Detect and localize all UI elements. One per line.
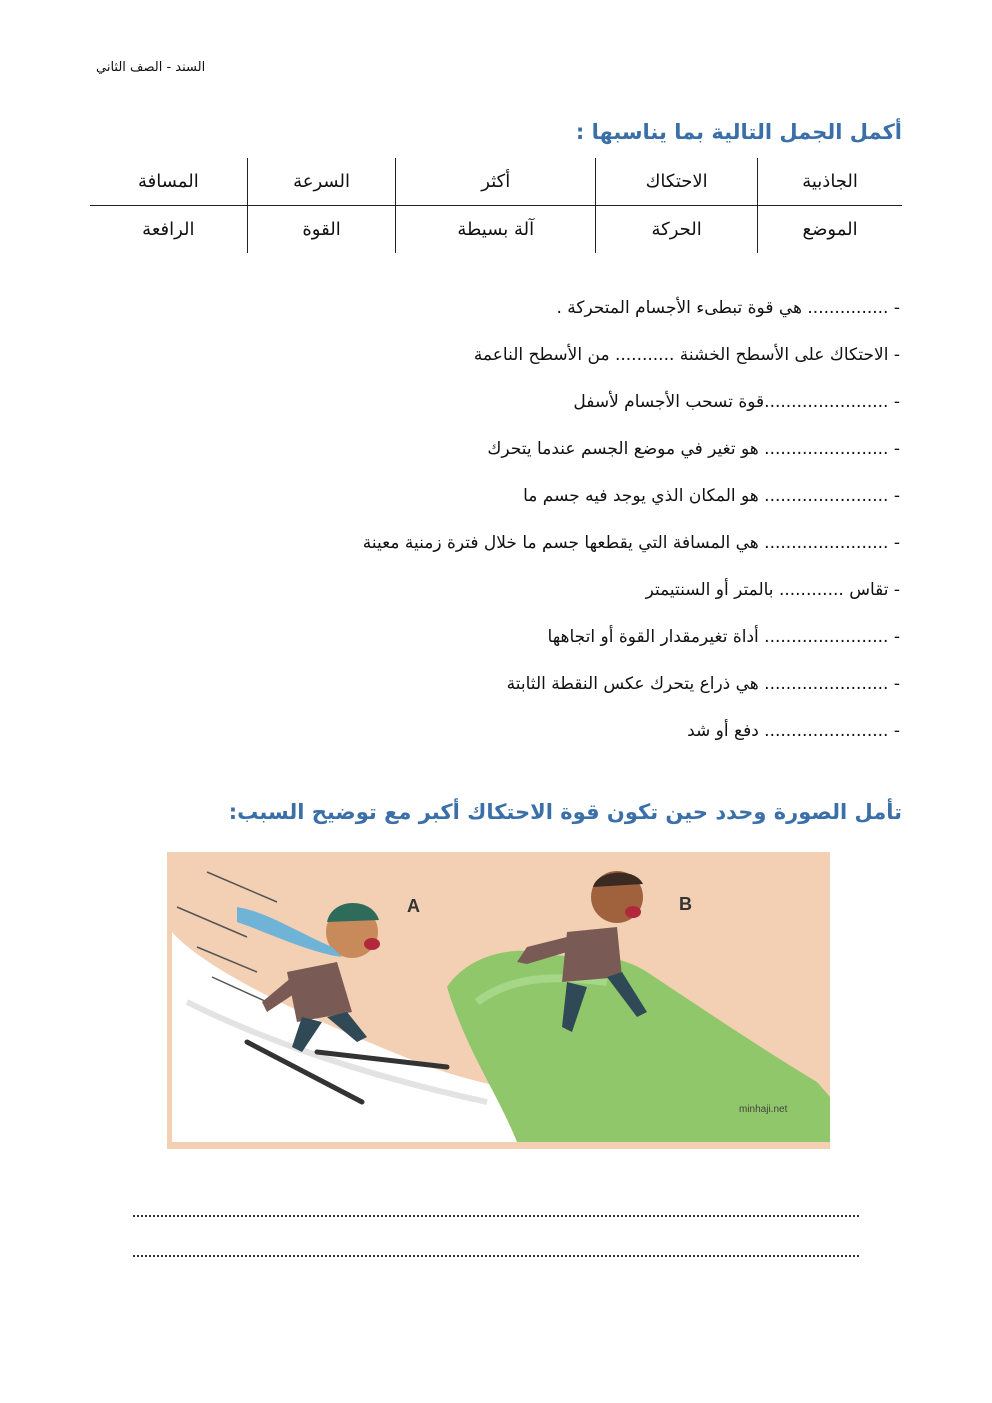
exercise-title-complete-sentences: أكمل الجمل التالية بما يناسبها : — [575, 120, 902, 144]
word-bank-row — [90, 206, 902, 254]
sentence-item: - ....................... هي المسافة التي يقطعها جسم ما خلال فترة زمنية معينة — [362, 533, 900, 553]
watermark: minhaji.net — [739, 1104, 788, 1115]
answer-area[interactable] — [133, 1215, 859, 1295]
answer-line[interactable] — [133, 1255, 859, 1257]
sentence-item: - ............... هي قوة تبطىء الأجسام المتحركة . — [556, 298, 900, 318]
word-bank-cell: الموضع — [758, 206, 902, 254]
sentence-item: - ....................... أداة تغيرمقدار القوة أو اتجاهها — [547, 627, 900, 647]
word-bank-cell: أكثر — [396, 158, 596, 206]
word-bank-cell: السرعة — [247, 158, 396, 206]
sentence-item: - .......................قوة تسحب الأجسام لأسفل — [573, 392, 900, 412]
answer-line[interactable] — [133, 1215, 859, 1217]
word-bank-table — [90, 158, 902, 253]
label-a: A — [407, 896, 420, 916]
sentence-item: - الاحتكاك على الأسطح الخشنة ........... من الأسطح الناعمة — [473, 345, 900, 365]
exercise-title-friction-image: تأمل الصورة وحدد حين تكون قوة الاحتكاك أكبر مع توضيح السبب: — [228, 800, 902, 824]
word-bank-cell: الجاذبية — [758, 158, 902, 206]
word-bank-cell: آلة بسيطة — [396, 206, 596, 254]
friction-illustration — [167, 852, 830, 1149]
word-bank-cell: الاحتكاك — [596, 158, 758, 206]
sentence-item: - ....................... هو المكان الذي يوجد فيه جسم ما — [523, 486, 900, 506]
word-bank-cell: المسافة — [90, 158, 247, 206]
sentence-item: - ....................... هو تغير في موضع الجسم عندما يتحرك — [487, 439, 900, 459]
header-note: السند - الصف الثاني — [96, 60, 206, 75]
sentence-item: - ....................... دفع أو شد — [687, 721, 900, 741]
word-bank-row — [90, 158, 902, 206]
sentence-list — [140, 288, 900, 758]
word-bank-cell: الحركة — [596, 206, 758, 254]
word-bank-cell: القوة — [247, 206, 396, 254]
label-b: B — [679, 894, 692, 914]
sentence-item: - ....................... هي ذراع يتحرك عكس النقطة الثابتة — [506, 674, 900, 694]
word-bank-cell: الرافعة — [142, 219, 195, 240]
sentence-item: - تقاس ............ بالمتر أو السنتيمتر — [645, 580, 900, 600]
